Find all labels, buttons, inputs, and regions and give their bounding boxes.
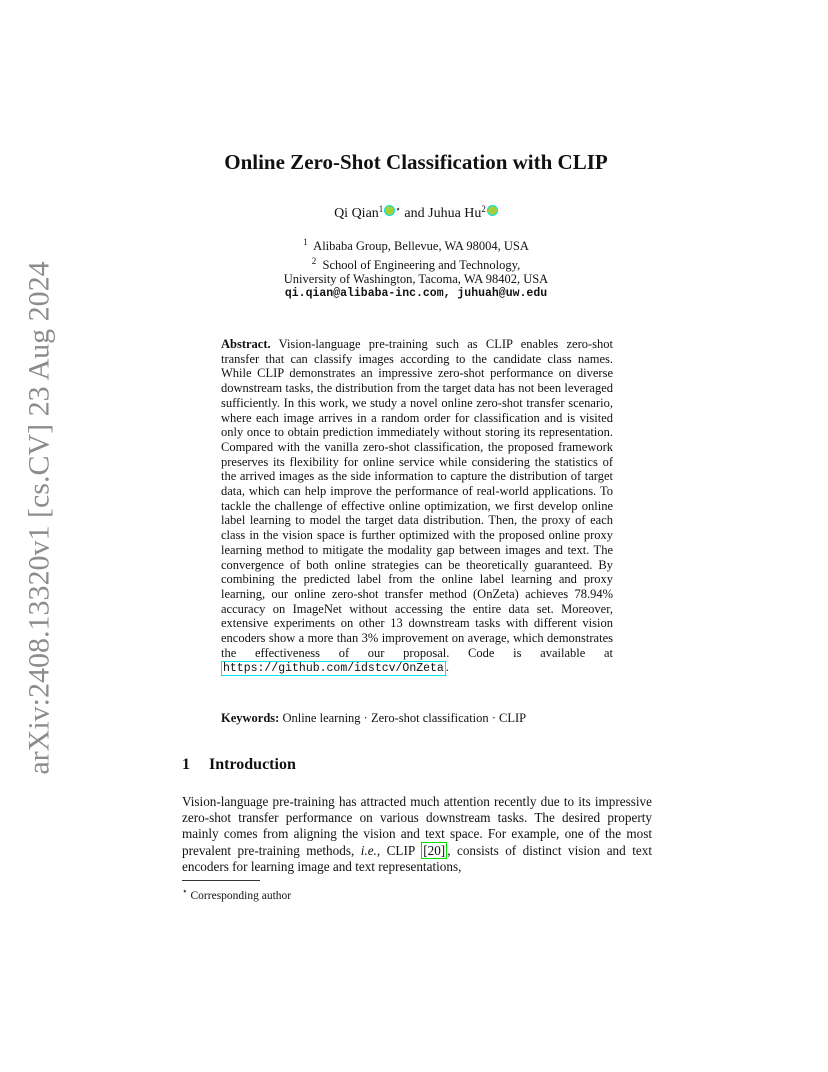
arxiv-sidebar-stamp <box>8 261 72 775</box>
author-emails: qi.qian@alibaba-inc.com, juhuah@uw.edu <box>284 287 548 301</box>
code-link[interactable]: https://github.com/idstcv/OnZeta <box>223 662 444 676</box>
keywords-text: Online learning · Zero-shot classification · CLIP <box>282 711 527 725</box>
abstract-label: Abstract. <box>221 337 271 351</box>
arxiv-id-text: arXiv:2408.13320v1 [cs.CV] 23 Aug 2024 <box>23 261 57 775</box>
author-and: and <box>404 206 425 221</box>
section-number: 1 <box>182 756 190 773</box>
keywords-label: Keywords: <box>221 711 280 725</box>
introduction-paragraph: Vision-language pre-training has attracted much attention recently due to its impressive zero-shot transfer performance on various downstream tasks. The desired property mainly comes from aligning the vision and text space. For example, one of the most prevalent pre-training methods, i.e., CLIP [20] , consists of distinct vision and text encoders for learning image and text representations, <box>182 794 652 874</box>
abstract-text: Vision-language pre-training such as CLIP enables zero-shot transfer that can classify images according to the candidate class names. While CLIP demonstrates an impressive zero-shot performance on diverse downstream tasks, the distribution from the target data has not been leveraged sufficiently. In this work, we study a novel online zero-shot transfer scenario, where each image arrives in a random order for classification and is visited only once to obtain prediction immediately without storing its representation. Compared with the vanilla zero-shot classification, the proposed framework preserves its flexibility for online service while considering the statistics of the arrived images as the side information to capture the distribution of target data, which can help improve the performance of real-world applications. To tackle the challenge of effective online optimization, we first develop online label learning to model the target data distribution. Then, the proxy of each class in the vision space is further optimized with the proposed online proxy learning method to mitigate the modality gap between images and text. The convergence of both online strategies can be theoretically guaranteed. By combining the predicted label from the online label learning and proxy learning, our online zero-shot transfer method (OnZeta) achieves 78.94% accuracy on ImageNet without accessing the entire data set. Moreover, extensive experiments on other 13 downstream tasks with different vision encoders show a more than 3% improvement on average, which demonstrates the effectiveness of our proposal. Code is available at <box>221 337 613 660</box>
orcid-icon[interactable] <box>384 205 395 216</box>
affiliation-2: $^2$ School of Engineering and Technology, <box>311 255 521 272</box>
paper-title: Online Zero-Shot Classification with CLIP <box>224 150 608 174</box>
footnote-text: Corresponding author <box>190 890 292 902</box>
footnote <box>182 886 291 902</box>
affiliations <box>140 235 692 302</box>
affiliation-1: $^1$ Alibaba Group, Bellevue, WA 98004, USA <box>303 237 529 253</box>
abstract: Abstract. Vision-language pre-training such as CLIP enables zero-shot transfer that can classify images according to the candidate class names. While CLIP demonstrates an impressive zero-shot performance on diverse downstream tasks, the distribution from the target data has not been leveraged sufficiently. In this work, we study a novel online zero-shot transfer scenario, where each image arrives in a random order for classification and is visited only once to obtain prediction immediately without storing its representation. Compared with the vanilla zero-shot classification, the proposed framework preserves its flexibility for online service while considering the statistics of the arrived images as the side information to capture the distribution of target data, which can help improve the performance of real-world applications. To tackle the challenge of effective online optimization, we first develop online label learning to model the target data distribution. Then, the proxy of each class in the vision space is further optimized with the proposed online proxy learning method to mitigate the modality gap between images and text. The convergence of both online strategies can be theoretically guaranteed. By combining the predicted label from the online label learning and proxy learning, our online zero-shot transfer method (OnZeta) achieves 78.94% accuracy on ImageNet without accessing the entire data set. Moreover, extensive experiments on other 13 downstream tasks with different vision encoders show a more than 3% improvement on average, which demonstrates the effectiveness of our proposal. Code is available at https://github.com/idstcv/OnZeta . <box>221 337 613 676</box>
author-1-affil-sup: 1 <box>378 204 384 214</box>
corresponding-mark: ⋆ <box>395 204 401 214</box>
affiliation-2-line-2: University of Washington, Tacoma, WA 98402, USA <box>283 272 549 287</box>
citation-link[interactable]: [20] <box>423 842 446 858</box>
author-2-affil-sup: 2 <box>481 204 486 214</box>
ie-italic: i.e. <box>360 842 377 858</box>
author-line <box>140 204 692 222</box>
author-2-name: Juhua Hu <box>428 206 482 221</box>
footnote-mark: ⋆ <box>182 886 188 896</box>
orcid-icon[interactable] <box>487 205 498 216</box>
section-title: Introduction <box>209 756 296 773</box>
keywords <box>221 711 613 726</box>
author-1-name: Qi Qian <box>334 206 379 221</box>
section-heading-introduction <box>182 756 296 774</box>
footnote-rule <box>182 880 260 881</box>
